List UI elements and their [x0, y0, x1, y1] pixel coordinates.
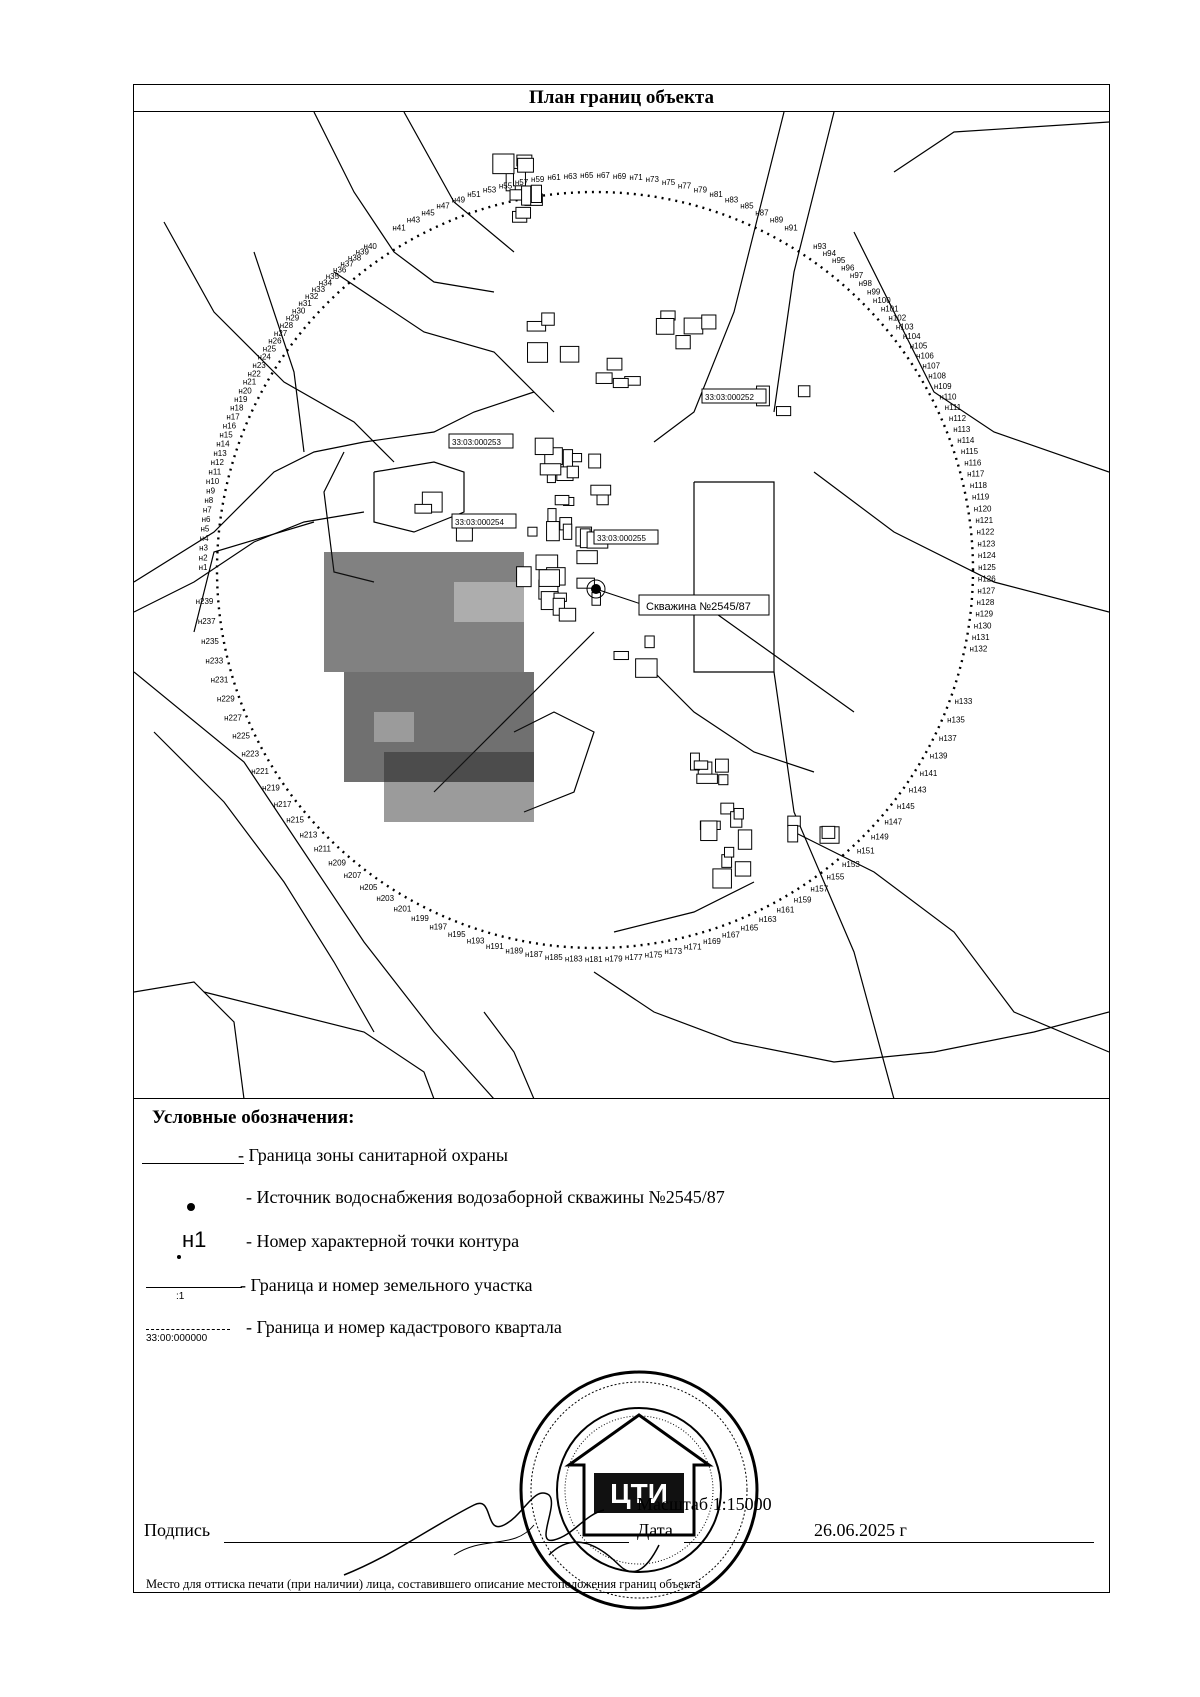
contour-point-label: н167 — [722, 930, 740, 940]
building-plot — [589, 454, 601, 468]
contour-point-label: н3 — [199, 543, 208, 553]
contour-point-label: н4 — [199, 534, 209, 544]
map-canvas — [134, 112, 1109, 1099]
contour-point-label: н117 — [967, 469, 985, 479]
contour-point-label: н199 — [411, 913, 429, 923]
contour-point-label: н38 — [347, 253, 362, 263]
contour-point-label: н125 — [978, 562, 996, 572]
building-plot — [560, 346, 578, 362]
contour-point-label: н183 — [564, 954, 583, 964]
contour-point-label: н8 — [204, 495, 214, 505]
contour-point-label: н31 — [298, 299, 312, 309]
contour-point-label: н18 — [230, 403, 244, 413]
contour-point-label: н173 — [664, 947, 683, 957]
building-plot — [517, 567, 532, 587]
contour-point-label: н47 — [436, 201, 450, 211]
contour-point-label: н96 — [841, 263, 855, 273]
building-plot — [735, 862, 750, 876]
contour-point-label: н189 — [505, 946, 524, 956]
contour-point-label: н63 — [563, 171, 578, 181]
contour-point-label: н51 — [467, 190, 481, 200]
contour-point-label: н21 — [242, 377, 257, 387]
contour-point-label: н127 — [977, 586, 996, 596]
contour-point-label: н106 — [916, 351, 934, 361]
contour-point-label: н33 — [311, 285, 326, 295]
contour-point-label: н223 — [241, 749, 260, 759]
contour-point-label: н221 — [251, 766, 269, 776]
building-plot — [522, 186, 531, 205]
contour-point-label: н77 — [677, 181, 692, 191]
contour-point-label: н67 — [596, 171, 610, 181]
contour-point-label: н61 — [547, 173, 561, 183]
contour-point-label: н130 — [973, 621, 992, 631]
quarter-label: 33:03:000253 — [452, 438, 501, 447]
legend-text: - Источник водоснабжения водозаборной скважины №2545/87 — [246, 1187, 725, 1207]
contour-point-label: н39 — [355, 247, 369, 257]
building-plot — [656, 318, 674, 334]
contour-point-label: н237 — [197, 617, 216, 626]
parcel-line-symbol — [146, 1287, 242, 1288]
building-plot — [697, 774, 718, 783]
contour-point-label: н113 — [953, 424, 971, 434]
contour-point-label: н133 — [954, 697, 973, 707]
contour-point-label: н163 — [758, 914, 777, 924]
building-plot — [563, 524, 571, 539]
building-plot — [738, 830, 751, 849]
contour-point-label: н235 — [201, 636, 219, 646]
contour-point-label: н211 — [313, 844, 331, 854]
contour-point-label: н87 — [755, 208, 769, 218]
contour-point-label: н15 — [219, 430, 233, 440]
contour-point-label: н155 — [826, 872, 845, 882]
building-plot — [415, 504, 432, 513]
contour-point-label: н1 — [198, 563, 208, 572]
contour-point-label: н201 — [393, 904, 412, 914]
contour-point-label: н97 — [849, 271, 864, 281]
contour-point-label: н193 — [466, 936, 485, 946]
scale-label: Масштаб 1:15000 — [637, 1494, 772, 1514]
contour-point-label: н132 — [969, 644, 988, 654]
contour-point-label: н57 — [514, 177, 529, 187]
contour-point-label: н115 — [960, 447, 979, 456]
contour-point-label: н203 — [376, 894, 395, 904]
contour-point-label: н197 — [429, 922, 448, 932]
contour-point-label: н91 — [784, 223, 798, 233]
building-plot — [572, 453, 581, 461]
contour-point-label: н233 — [205, 656, 224, 666]
contour-point-label: н177 — [624, 953, 643, 963]
legend-item-well — [134, 1185, 1109, 1225]
contour-point-label: н107 — [922, 361, 941, 371]
quarter-label: 33:03:000252 — [705, 393, 754, 402]
contour-point-label: н116 — [964, 458, 982, 468]
building-plot — [535, 438, 553, 454]
well-label: Скважина №2545/87 — [646, 601, 751, 613]
legend-title: Условные обозначения: — [152, 1107, 355, 1128]
contour-point-label: н32 — [305, 292, 319, 302]
contour-point-label: н101 — [880, 304, 899, 314]
contour-point-label: н19 — [234, 395, 248, 404]
stamp-note: Место для оттиска печати (при наличии) лица, составившего описание местоположения границ объекта — [146, 1577, 701, 1591]
signature-label: Подпись — [144, 1520, 211, 1540]
building-plot — [547, 522, 560, 541]
contour-point-label: н37 — [340, 259, 354, 269]
contour-point-label: н205 — [359, 883, 378, 892]
contour-point-label: н143 — [908, 785, 927, 795]
contour-point-label: н29 — [285, 313, 300, 323]
contour-point-label: н20 — [238, 386, 252, 396]
contour-point-label: н171 — [683, 942, 702, 952]
contour-point-label: н40 — [363, 241, 377, 251]
signature — [334, 1465, 614, 1585]
contour-point-label: н49 — [451, 195, 466, 205]
contour-point-label: н102 — [888, 313, 907, 323]
date-label: Дата — [637, 1520, 673, 1540]
contour-point-label: н112 — [948, 413, 967, 423]
contour-point-label: н149 — [870, 832, 889, 842]
building-plot — [592, 593, 600, 606]
contour-point-label: н239 — [195, 597, 214, 607]
building-plot — [528, 343, 548, 363]
building-plot — [776, 407, 790, 416]
building-plot — [788, 816, 800, 826]
legend-text: - Граница зоны санитарной охраны — [238, 1145, 508, 1165]
building-plot — [734, 808, 743, 819]
contour-point-label: н120 — [973, 504, 992, 514]
contour-point-label: н71 — [629, 173, 643, 183]
legend-item-parcel — [134, 1273, 1109, 1313]
contour-point-label: н108 — [928, 371, 946, 381]
building-plot — [540, 464, 561, 475]
contour-point-label: н12 — [210, 458, 224, 468]
building-plot — [636, 659, 657, 677]
contour-point-label: н104 — [902, 332, 921, 341]
contour-point-label: н94 — [822, 248, 837, 258]
contour-point-label: н103 — [895, 322, 914, 332]
quarter-number-symbol: 33:00:000000 — [146, 1333, 208, 1344]
contour-point-label: н231 — [210, 675, 229, 685]
contour-point-label: н9 — [206, 486, 216, 496]
point-dot-symbol — [177, 1255, 181, 1259]
contour-point-label: н6 — [201, 514, 211, 524]
contour-point-label: н24 — [257, 352, 271, 362]
legend-item-quarter — [134, 1317, 1109, 1357]
contour-point-label: н79 — [693, 185, 708, 195]
contour-point-label: н114 — [957, 435, 975, 445]
quarter-label: 33:03:000255 — [597, 534, 646, 543]
contour-point-label: н229 — [216, 694, 235, 704]
boundary-map — [134, 112, 1109, 1099]
contour-point-label: н65 — [580, 171, 594, 181]
contour-point-label: н145 — [896, 801, 915, 811]
building-plot — [577, 551, 597, 564]
contour-point-label: н124 — [977, 551, 996, 561]
contour-point-label: н165 — [740, 923, 759, 933]
building-plot — [694, 761, 707, 769]
document-sheet — [133, 84, 1110, 1593]
contour-point-label: н126 — [977, 574, 996, 584]
building-plot — [493, 154, 514, 174]
seal-text: ЦТИ — [610, 1478, 668, 1509]
contour-point-label: н45 — [421, 208, 435, 218]
contour-point-label: н81 — [709, 190, 723, 200]
contour-point-label: н34 — [318, 278, 333, 288]
contour-point-label: н219 — [262, 783, 280, 793]
contour-point-label: н129 — [975, 609, 994, 619]
building-plot — [645, 636, 654, 648]
building-plot — [591, 485, 611, 495]
contour-point-label: н123 — [977, 539, 996, 549]
point-number-symbol: н1 — [182, 1227, 207, 1252]
contour-point-label: н110 — [939, 392, 957, 402]
building-plot — [528, 527, 537, 536]
contour-point-label: н161 — [776, 905, 795, 915]
building-plot — [614, 651, 628, 659]
legend-text: - Граница и номер земельного участка — [240, 1275, 533, 1295]
well-marker — [587, 580, 769, 615]
building-plot — [684, 318, 703, 334]
contour-point-label: н105 — [909, 341, 928, 351]
contour-point-label: н11 — [208, 467, 222, 477]
building-plot — [713, 869, 732, 888]
building-plot — [676, 336, 690, 349]
contour-point-label: н225 — [232, 731, 250, 741]
contour-point-label: н181 — [584, 955, 603, 964]
legend-text: - Граница и номер кадастрового квартала — [246, 1317, 562, 1337]
building-plot — [531, 185, 541, 202]
contour-point-label: н99 — [867, 287, 881, 297]
contour-point-label: н98 — [858, 279, 872, 289]
contour-point-label: н191 — [485, 942, 504, 951]
building-plot — [518, 158, 534, 172]
contour-point-label: н85 — [740, 201, 754, 211]
parcel-number-symbol: :1 — [176, 1291, 185, 1302]
building-plot — [613, 378, 628, 387]
building-plot — [555, 495, 569, 504]
contour-point-label: н207 — [343, 871, 362, 880]
contour-point-label: н209 — [328, 858, 346, 868]
legend-item-zone — [134, 1141, 1109, 1181]
building-plot — [702, 315, 716, 329]
contour-point-label: н14 — [216, 439, 230, 449]
contour-point-label: н59 — [531, 175, 545, 185]
contour-point-label: н89 — [769, 215, 784, 225]
building-plot — [559, 608, 575, 621]
contour-point-label: н25 — [262, 344, 277, 354]
contour-point-label: н27 — [273, 328, 288, 338]
contour-point-label: н118 — [969, 481, 987, 491]
contour-point-label: н2 — [198, 553, 208, 563]
contour-point-label: н139 — [929, 751, 948, 761]
contour-point-label: н69 — [612, 171, 627, 181]
contour-point-label: н213 — [299, 830, 318, 840]
contour-point-label: н169 — [703, 937, 721, 947]
contour-point-label: н55 — [498, 181, 513, 191]
contour-point-label: н131 — [971, 633, 990, 642]
contour-point-label: н36 — [333, 265, 347, 275]
building-plot — [607, 358, 622, 370]
contour-point-label: н28 — [279, 321, 294, 331]
building-plot — [798, 386, 809, 397]
contour-point-label: н227 — [224, 713, 242, 723]
contour-point-label: н195 — [447, 929, 466, 939]
building-plot — [725, 847, 734, 857]
contour-point-label: н175 — [644, 950, 663, 960]
contour-point-label: н100 — [872, 295, 891, 305]
contour-point-label: н7 — [202, 505, 212, 515]
building-plot — [822, 826, 835, 838]
contour-point-label: н5 — [200, 524, 210, 534]
aerial-photo-patch — [324, 552, 534, 822]
contour-point-labels — [196, 171, 997, 964]
contour-point-label: н157 — [810, 884, 829, 894]
contour-point-label: н43 — [406, 215, 421, 225]
contour-point-label: н93 — [813, 241, 827, 251]
contour-point-label: н153 — [842, 859, 860, 869]
contour-point-label: н83 — [724, 195, 739, 205]
contour-point-label: н147 — [884, 817, 903, 827]
contour-point-label: н121 — [975, 515, 994, 525]
parcel-boundaries — [134, 112, 1109, 1099]
contour-point-label: н122 — [976, 527, 995, 537]
well-dot-symbol — [187, 1203, 195, 1211]
building-plot — [539, 570, 559, 587]
building-plot — [716, 759, 729, 772]
date-value: 26.06.2025 г — [814, 1520, 907, 1540]
contour-point-label: н53 — [482, 185, 497, 195]
contour-point-label: н179 — [604, 954, 623, 964]
contour-point-label: н13 — [213, 448, 227, 458]
contour-point-label: н26 — [268, 336, 282, 346]
quarter-line-symbol — [146, 1329, 230, 1330]
contour-point-label: н73 — [645, 175, 659, 185]
quarter-labels — [449, 389, 766, 544]
contour-point-label: н137 — [938, 733, 957, 743]
contour-point-label: н10 — [205, 476, 220, 486]
quarter-label: 33:03:000254 — [455, 518, 504, 527]
contour-point-label: н23 — [252, 361, 266, 370]
contour-point-label: н119 — [972, 492, 990, 502]
contour-point-label: н215 — [286, 815, 304, 825]
building-plot — [719, 775, 728, 785]
contour-point-label: н16 — [222, 421, 237, 431]
legend-item-point — [134, 1229, 1109, 1269]
signature-line — [224, 1542, 629, 1543]
building-plot — [567, 466, 578, 478]
building-plot — [788, 825, 798, 842]
legend-text: - Номер характерной точки контура — [246, 1231, 520, 1251]
contour-point-label: н135 — [947, 715, 965, 725]
contour-point-label: н30 — [292, 306, 306, 316]
contour-point-label: н75 — [661, 177, 676, 187]
building-plot — [542, 313, 555, 325]
map-title: План границ объекта — [134, 85, 1109, 112]
contour-point-label: н109 — [933, 381, 952, 391]
contour-point-label: н17 — [226, 412, 240, 422]
contour-point-label: н111 — [944, 403, 962, 413]
building-plot — [516, 207, 531, 218]
contour-point-label: н35 — [325, 271, 340, 281]
contour-point-label: н187 — [525, 950, 543, 960]
contour-point-label: н159 — [793, 895, 812, 905]
contour-point-label: н217 — [273, 799, 292, 809]
contour-point-label: н22 — [247, 369, 261, 379]
contour-point-label: н41 — [392, 223, 406, 233]
building-plot — [701, 821, 717, 841]
building-plot — [596, 373, 612, 384]
contour-point-label: н151 — [856, 846, 875, 856]
date-line — [684, 1542, 1094, 1543]
zone-line-symbol — [142, 1163, 244, 1164]
contour-point-label: н185 — [544, 952, 563, 962]
contour-point-label: н141 — [919, 769, 938, 778]
contour-point-label: н95 — [832, 255, 846, 265]
contour-point-label: н128 — [976, 598, 995, 607]
